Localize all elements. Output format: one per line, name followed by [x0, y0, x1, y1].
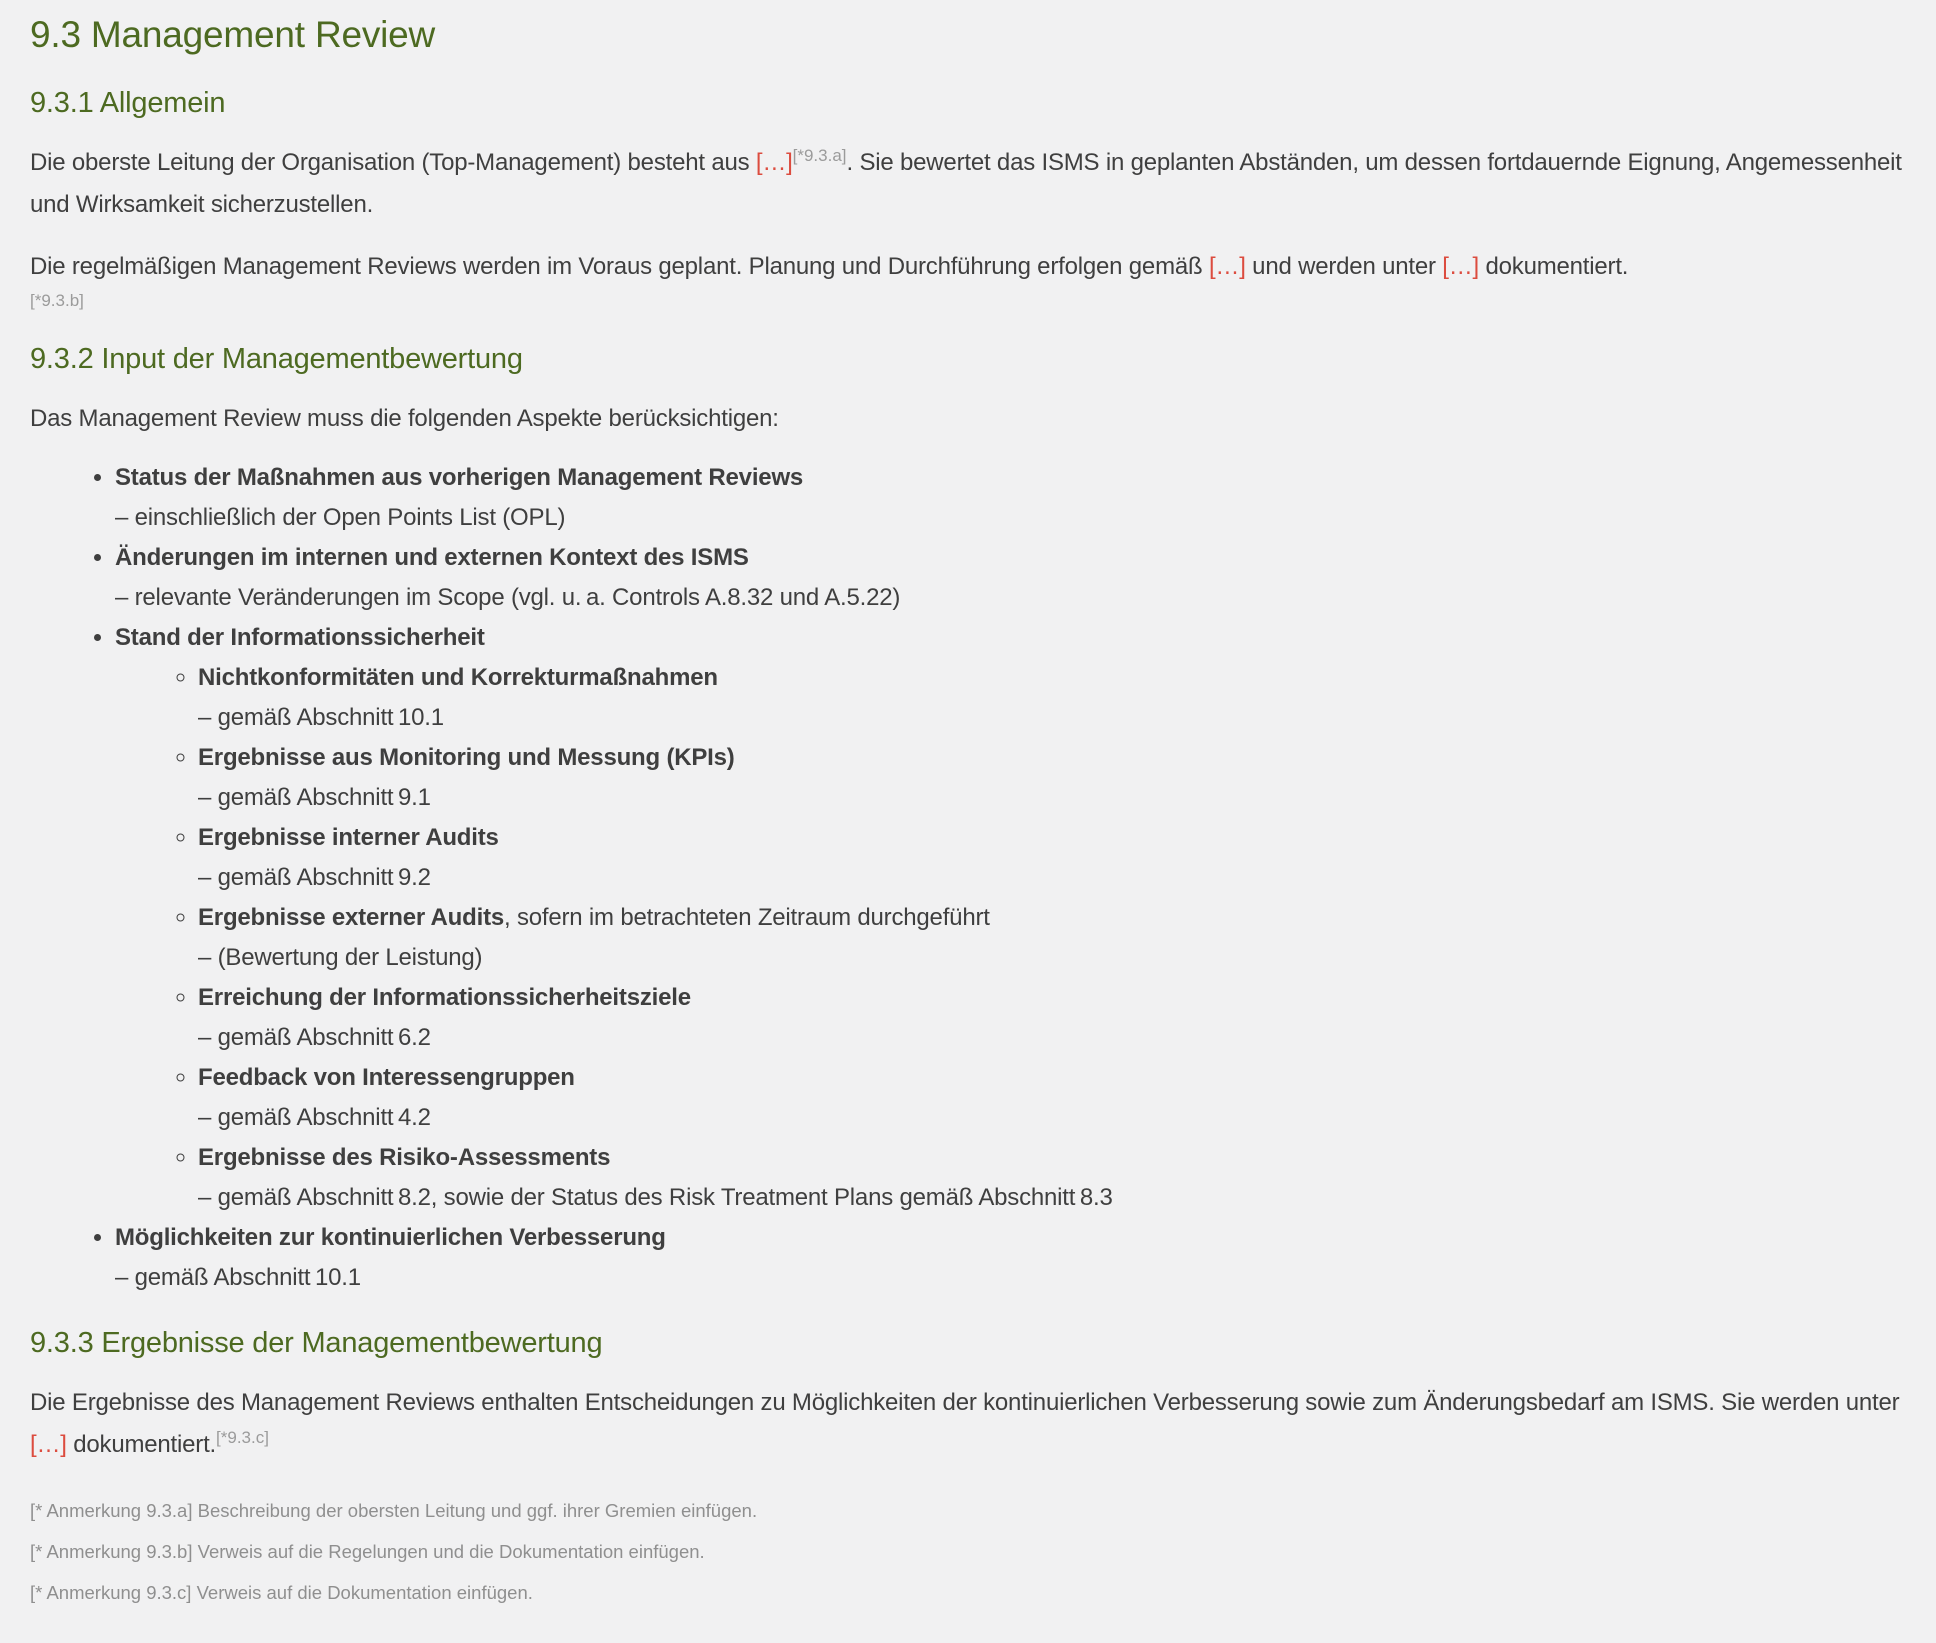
list-item-detail: – gemäß Abschnitt 10.1	[198, 704, 444, 731]
section-heading-9-3-2: 9.3.2 Input der Managementbewertung	[30, 343, 523, 375]
section-heading-9-3-1: 9.3.1 Allgemein	[30, 87, 226, 119]
list-item	[115, 1218, 1906, 1298]
list-item-detail: – gemäß Abschnitt 6.2	[198, 1024, 431, 1051]
list-item-title: Ergebnisse des Risiko-Assessments	[198, 1144, 611, 1171]
review-input-list	[30, 458, 1906, 1298]
paragraph-text: und werden unter	[1245, 253, 1443, 280]
footnote-9-3-c: [* Anmerkung 9.3.c] Verweis auf die Dokumentation einfügen.	[30, 1582, 533, 1603]
sublist-item	[198, 738, 1906, 818]
placeholder-text: […]	[755, 149, 793, 176]
list-item	[115, 618, 1906, 1218]
list-item-title: Stand der Informationssicherheit	[115, 624, 485, 651]
list-item-title: Ergebnisse aus Monitoring und Messung (KPIs)	[198, 744, 735, 771]
footnote-ref-9-3-b: [*9.3.b]	[30, 291, 84, 310]
footnote-9-3-a: [* Anmerkung 9.3.a] Beschreibung der obersten Leitung und ggf. ihrer Gremien einfügen.	[30, 1500, 758, 1521]
list-item-title: Feedback von Interessengruppen	[198, 1064, 575, 1091]
list-item-detail: – gemäß Abschnitt 4.2	[198, 1104, 431, 1131]
section-heading-9-3-3: 9.3.3 Ergebnisse der Managementbewertung	[30, 1327, 603, 1359]
list-item-detail: – relevante Veränderungen im Scope (vgl. u. a. Controls A.8.32 und A.5.22)	[115, 584, 901, 611]
placeholder-text: […]	[30, 1431, 67, 1458]
list-item-title: Ergebnisse externer Audits	[198, 904, 505, 931]
footnotes	[30, 1490, 1906, 1613]
paragraph-text: Die regelmäßigen Management Reviews werden im Voraus geplant. Planung und Durchführung erfolgen gemäß	[30, 253, 1209, 280]
security-status-sublist	[115, 658, 1906, 1218]
page-title: 9.3 Management Review	[30, 14, 436, 55]
paragraph-text: Die oberste Leitung der Organisation (Top-Management) besteht aus	[30, 149, 756, 176]
list-item-detail: – einschließlich der Open Points List (OPL)	[115, 504, 566, 531]
section-9-3-1	[30, 84, 1906, 314]
list-item-detail: – gemäß Abschnitt 8.2, sowie der Status des Risk Treatment Plans gemäß Abschnitt 8.3	[198, 1184, 1113, 1211]
list-item-title: Möglichkeiten zur kontinuierlichen Verbesserung	[115, 1224, 666, 1251]
list-item-title: Status der Maßnahmen aus vorherigen Management Reviews	[115, 464, 804, 491]
paragraph-text: dokumentiert.	[66, 1431, 217, 1458]
sublist-item	[198, 978, 1906, 1058]
paragraph-text: dokumentiert.	[1479, 253, 1629, 280]
placeholder-text: […]	[1208, 253, 1246, 280]
list-item-detail: – gemäß Abschnitt 9.1	[198, 784, 431, 811]
footnote-9-3-b: [* Anmerkung 9.3.b] Verweis auf die Regelungen und die Dokumentation einfügen.	[30, 1541, 705, 1562]
sublist-item	[198, 1058, 1906, 1138]
paragraph-text: Die Ergebnisse des Management Reviews enthalten Entscheidungen zu Möglichkeiten der kontinuierlichen Verbesserung sowie zum Änderungsbedarf am ISMS. Sie werden unter	[30, 1389, 1900, 1416]
list-item-detail: – gemäß Abschnitt 9.2	[198, 864, 431, 891]
list-item-detail: – gemäß Abschnitt 10.1	[115, 1264, 361, 1291]
placeholder-text: […]	[1442, 253, 1479, 280]
list-item-title: Erreichung der Informationssicherheitsziele	[198, 984, 691, 1011]
list-item	[115, 458, 1906, 538]
list-item-title: Änderungen im internen und externen Kontext des ISMS	[115, 544, 749, 571]
section-9-3-3	[30, 1324, 1906, 1466]
sublist-item	[198, 898, 1906, 978]
paragraph-general-2	[30, 246, 1906, 314]
list-item-title: Ergebnisse interner Audits	[198, 824, 499, 851]
paragraph-results	[30, 1382, 1906, 1466]
section-9-3-2	[30, 340, 1906, 1298]
paragraph-general-1	[30, 142, 1906, 226]
sublist-item	[198, 658, 1906, 738]
footnote-ref-9-3-c: [*9.3.c]	[216, 1428, 269, 1447]
list-item-detail: – (Bewertung der Leistung)	[198, 944, 483, 971]
list-item-title-suffix: , sofern im betrachteten Zeitraum durchgeführt	[504, 904, 990, 931]
list-item	[115, 538, 1906, 618]
sublist-item	[198, 1138, 1906, 1218]
list-intro: Das Management Review muss die folgenden Aspekte berücksichtigen:	[30, 405, 779, 432]
list-item-title: Nichtkonformitäten und Korrekturmaßnahmen	[198, 664, 718, 691]
footnote-ref-9-3-a: [*9.3.a]	[792, 146, 847, 165]
paragraph-text: . Sie bewertet das ISMS in geplanten Abständen, um dessen fortdauernde Eignung, Angemessenheit und Wirksamkeit sicherzustellen.	[30, 149, 1902, 218]
sublist-item	[198, 818, 1906, 898]
